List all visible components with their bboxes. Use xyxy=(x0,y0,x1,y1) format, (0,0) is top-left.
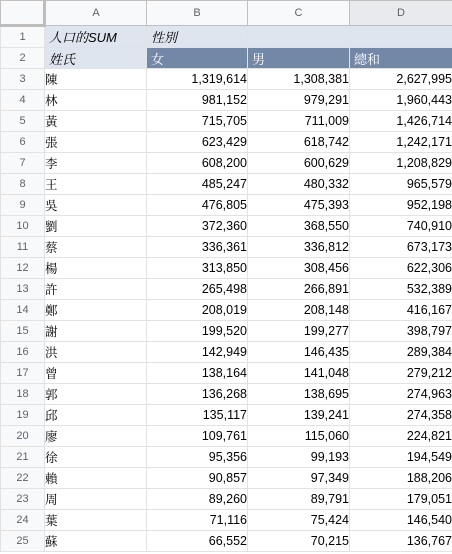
row-header[interactable]: 10 xyxy=(1,216,45,237)
surname-cell[interactable]: 蘇 xyxy=(45,531,147,552)
male-cell[interactable]: 1,308,381 xyxy=(248,69,350,90)
table-row xyxy=(1,237,452,258)
surname-cell[interactable]: 劉 xyxy=(45,216,147,237)
select-all-corner[interactable] xyxy=(1,1,45,26)
total-cell[interactable]: 279,212 xyxy=(350,363,452,384)
column-header-d[interactable]: D xyxy=(350,1,452,26)
pivot-header-male[interactable]: 男 xyxy=(248,48,350,69)
row-header[interactable]: 4 xyxy=(1,90,45,111)
row-header[interactable]: 16 xyxy=(1,342,45,363)
female-cell[interactable]: 372,360 xyxy=(147,216,248,237)
row-header[interactable]: 14 xyxy=(1,300,45,321)
total-cell[interactable]: 2,627,995 xyxy=(350,69,452,90)
surname-cell[interactable]: 郭 xyxy=(45,384,147,405)
table-row xyxy=(1,489,452,510)
surname-cell[interactable]: 廖 xyxy=(45,426,147,447)
column-header-c[interactable]: C xyxy=(248,1,350,26)
total-cell[interactable]: 194,549 xyxy=(350,447,452,468)
surname-cell[interactable]: 葉 xyxy=(45,510,147,531)
female-cell[interactable]: 95,356 xyxy=(147,447,248,468)
total-cell[interactable]: 622,306 xyxy=(350,258,452,279)
total-cell[interactable]: 136,767 xyxy=(350,531,452,552)
table-row xyxy=(1,90,452,111)
pivot-value-label-cell[interactable]: 人口的SUM xyxy=(45,26,147,48)
row-header[interactable]: 21 xyxy=(1,447,45,468)
row-header[interactable]: 1 xyxy=(1,26,45,48)
male-cell[interactable]: 99,193 xyxy=(248,447,350,468)
male-cell[interactable]: 336,812 xyxy=(248,237,350,258)
male-cell[interactable]: 308,456 xyxy=(248,258,350,279)
table-row xyxy=(1,195,452,216)
male-cell[interactable]: 138,695 xyxy=(248,384,350,405)
total-cell[interactable]: 1,426,714 xyxy=(350,111,452,132)
surname-cell[interactable]: 陳 xyxy=(45,69,147,90)
surname-cell[interactable]: 謝 xyxy=(45,321,147,342)
table-row xyxy=(1,468,452,489)
total-cell[interactable]: 673,173 xyxy=(350,237,452,258)
surname-cell[interactable]: 黃 xyxy=(45,111,147,132)
row-header[interactable]: 20 xyxy=(1,426,45,447)
table-row xyxy=(1,447,452,468)
row-header[interactable]: 13 xyxy=(1,279,45,300)
surname-cell[interactable]: 鄭 xyxy=(45,300,147,321)
female-cell[interactable]: 336,361 xyxy=(147,237,248,258)
cell[interactable] xyxy=(350,26,452,48)
column-header-b[interactable]: B xyxy=(147,1,248,26)
row-header[interactable]: 6 xyxy=(1,132,45,153)
female-cell[interactable]: 265,498 xyxy=(147,279,248,300)
male-cell[interactable]: 208,148 xyxy=(248,300,350,321)
female-cell[interactable]: 109,761 xyxy=(147,426,248,447)
table-row xyxy=(1,321,452,342)
surname-cell[interactable]: 楊 xyxy=(45,258,147,279)
female-cell[interactable]: 208,019 xyxy=(147,300,248,321)
total-cell[interactable]: 179,051 xyxy=(350,489,452,510)
male-cell[interactable]: 480,332 xyxy=(248,174,350,195)
male-cell[interactable]: 70,215 xyxy=(248,531,350,552)
row-header[interactable]: 8 xyxy=(1,174,45,195)
table-row xyxy=(1,26,452,48)
total-cell[interactable]: 274,358 xyxy=(350,405,452,426)
row-header[interactable]: 12 xyxy=(1,258,45,279)
table-row xyxy=(1,531,452,552)
female-cell[interactable]: 89,260 xyxy=(147,489,248,510)
total-cell[interactable]: 1,208,829 xyxy=(350,153,452,174)
row-header[interactable]: 18 xyxy=(1,384,45,405)
male-cell[interactable]: 139,241 xyxy=(248,405,350,426)
female-cell[interactable]: 981,152 xyxy=(147,90,248,111)
surname-cell[interactable]: 林 xyxy=(45,90,147,111)
total-cell[interactable]: 416,167 xyxy=(350,300,452,321)
surname-cell[interactable]: 李 xyxy=(45,153,147,174)
surname-cell[interactable]: 徐 xyxy=(45,447,147,468)
cell[interactable] xyxy=(248,26,350,48)
table-row xyxy=(1,342,452,363)
male-cell[interactable]: 368,550 xyxy=(248,216,350,237)
female-cell[interactable]: 138,164 xyxy=(147,363,248,384)
row-header[interactable]: 5 xyxy=(1,111,45,132)
row-header[interactable]: 23 xyxy=(1,489,45,510)
total-cell[interactable]: 224,821 xyxy=(350,426,452,447)
female-cell[interactable]: 313,850 xyxy=(147,258,248,279)
table-row xyxy=(1,279,452,300)
male-cell[interactable]: 600,629 xyxy=(248,153,350,174)
table-row xyxy=(1,426,452,447)
row-header[interactable]: 3 xyxy=(1,69,45,90)
female-cell[interactable]: 66,552 xyxy=(147,531,248,552)
table-row xyxy=(1,48,452,69)
surname-cell[interactable]: 曾 xyxy=(45,363,147,384)
total-cell[interactable]: 1,960,443 xyxy=(350,90,452,111)
row-header[interactable]: 22 xyxy=(1,468,45,489)
surname-cell[interactable]: 許 xyxy=(45,279,147,300)
table-row xyxy=(1,216,452,237)
table-row xyxy=(1,69,452,90)
total-cell[interactable]: 289,384 xyxy=(350,342,452,363)
table-row xyxy=(1,405,452,426)
row-header[interactable]: 19 xyxy=(1,405,45,426)
female-cell[interactable]: 199,520 xyxy=(147,321,248,342)
table-row xyxy=(1,153,452,174)
total-cell[interactable]: 740,910 xyxy=(350,216,452,237)
female-cell[interactable]: 623,429 xyxy=(147,132,248,153)
total-cell[interactable]: 532,389 xyxy=(350,279,452,300)
female-cell[interactable]: 90,857 xyxy=(147,468,248,489)
pivot-row-field-cell[interactable]: 姓氏 xyxy=(45,48,147,69)
male-cell[interactable]: 475,393 xyxy=(248,195,350,216)
table-row xyxy=(1,300,452,321)
total-cell[interactable]: 398,797 xyxy=(350,321,452,342)
row-header[interactable]: 17 xyxy=(1,363,45,384)
male-cell[interactable]: 97,349 xyxy=(248,468,350,489)
surname-cell[interactable]: 王 xyxy=(45,174,147,195)
surname-cell[interactable]: 吳 xyxy=(45,195,147,216)
male-cell[interactable]: 979,291 xyxy=(248,90,350,111)
male-cell[interactable]: 141,048 xyxy=(248,363,350,384)
female-cell[interactable]: 71,116 xyxy=(147,510,248,531)
male-cell[interactable]: 199,277 xyxy=(248,321,350,342)
surname-cell[interactable]: 周 xyxy=(45,489,147,510)
female-cell[interactable]: 608,200 xyxy=(147,153,248,174)
table-row xyxy=(1,510,452,531)
total-cell[interactable]: 952,198 xyxy=(350,195,452,216)
pivot-column-field-cell[interactable]: 性別 xyxy=(147,26,248,48)
female-cell[interactable]: 135,117 xyxy=(147,405,248,426)
male-cell[interactable]: 75,424 xyxy=(248,510,350,531)
table-row xyxy=(1,174,452,195)
row-header[interactable]: 7 xyxy=(1,153,45,174)
table-row xyxy=(1,132,452,153)
female-cell[interactable]: 485,247 xyxy=(147,174,248,195)
male-cell[interactable]: 89,791 xyxy=(248,489,350,510)
total-cell[interactable]: 1,242,171 xyxy=(350,132,452,153)
row-header[interactable]: 15 xyxy=(1,321,45,342)
table-row xyxy=(1,384,452,405)
male-cell[interactable]: 266,891 xyxy=(248,279,350,300)
row-header[interactable]: 11 xyxy=(1,237,45,258)
total-cell[interactable]: 274,963 xyxy=(350,384,452,405)
female-cell[interactable]: 476,805 xyxy=(147,195,248,216)
female-cell[interactable]: 1,319,614 xyxy=(147,69,248,90)
female-cell[interactable]: 136,268 xyxy=(147,384,248,405)
row-header[interactable]: 25 xyxy=(1,531,45,552)
surname-cell[interactable]: 張 xyxy=(45,132,147,153)
female-cell[interactable]: 142,949 xyxy=(147,342,248,363)
row-header[interactable]: 9 xyxy=(1,195,45,216)
male-cell[interactable]: 618,742 xyxy=(248,132,350,153)
male-cell[interactable]: 115,060 xyxy=(248,426,350,447)
column-header-row xyxy=(1,1,452,26)
total-cell[interactable]: 146,540 xyxy=(350,510,452,531)
column-header-a[interactable]: A xyxy=(45,1,147,26)
pivot-header-total[interactable]: 總和 xyxy=(350,48,452,69)
row-header[interactable]: 2 xyxy=(1,48,45,69)
table-row xyxy=(1,363,452,384)
male-cell[interactable]: 146,435 xyxy=(248,342,350,363)
surname-cell[interactable]: 賴 xyxy=(45,468,147,489)
total-cell[interactable]: 188,206 xyxy=(350,468,452,489)
surname-cell[interactable]: 邱 xyxy=(45,405,147,426)
pivot-header-female[interactable]: 女 xyxy=(147,48,248,69)
surname-cell[interactable]: 蔡 xyxy=(45,237,147,258)
male-cell[interactable]: 711,009 xyxy=(248,111,350,132)
total-cell[interactable]: 965,579 xyxy=(350,174,452,195)
table-row xyxy=(1,111,452,132)
surname-cell[interactable]: 洪 xyxy=(45,342,147,363)
female-cell[interactable]: 715,705 xyxy=(147,111,248,132)
table-row xyxy=(1,258,452,279)
row-header[interactable]: 24 xyxy=(1,510,45,531)
